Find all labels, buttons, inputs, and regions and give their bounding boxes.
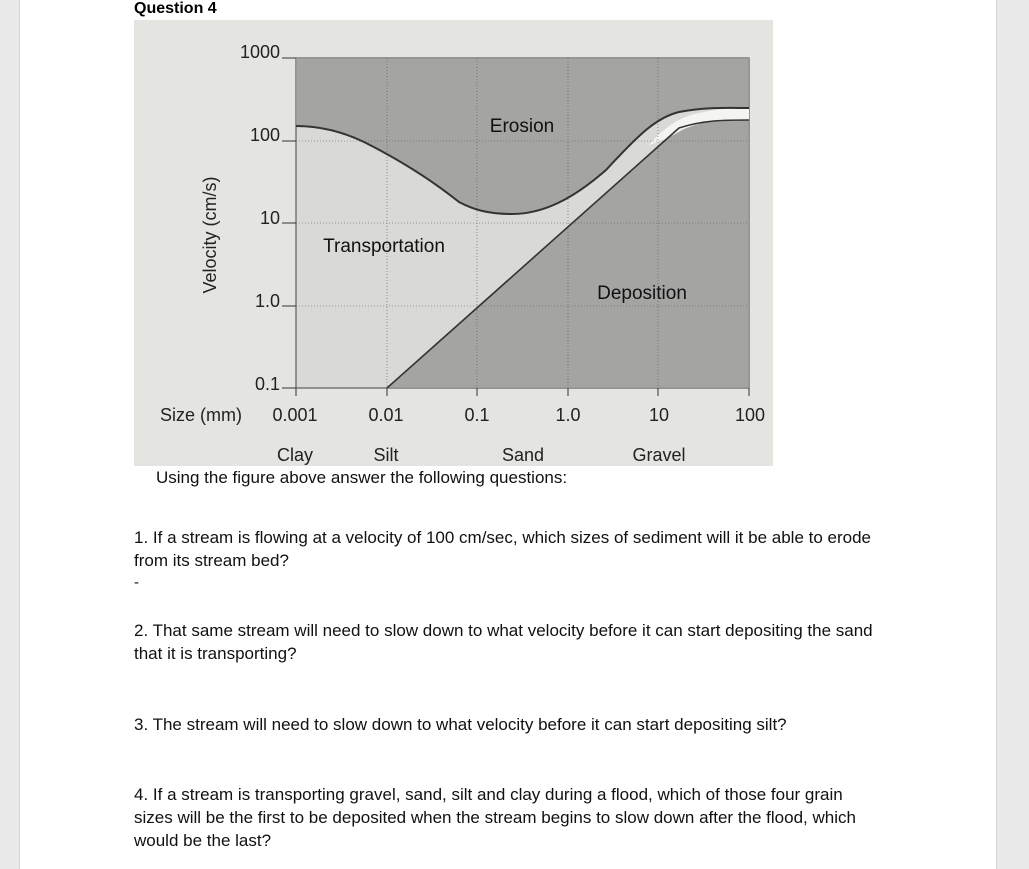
- y-tick-10: 10: [259, 208, 280, 228]
- grain-silt: Silt: [373, 445, 399, 465]
- grain-clay: Clay: [276, 445, 314, 465]
- x-tick-0-1: 0.1: [464, 405, 490, 425]
- hjulstrom-diagram: [134, 20, 773, 466]
- x-tick-0-001: 0.001: [272, 405, 318, 425]
- y-ticks: [282, 58, 296, 388]
- y-axis-label: Velocity (cm/s): [200, 176, 220, 294]
- figure-caption: Using the figure above answer the following questions:: [156, 468, 568, 487]
- question-1: 1. If a stream is flowing at a velocity of 100 cm/sec, which sizes of sediment will it be able to erode from its stream bed?: [134, 528, 872, 570]
- x-tick-10: 10: [648, 405, 670, 425]
- question-title: Question 4: [134, 0, 217, 17]
- y-tick-100: 100: [249, 125, 280, 145]
- x-axis-label: Size (mm): [160, 405, 242, 425]
- x-tick-0-01: 0.01: [368, 405, 404, 425]
- transportation-label: Transportation: [323, 236, 445, 257]
- erosion-label: Erosion: [489, 116, 555, 137]
- y-tick-0-1: 0.1: [254, 374, 280, 394]
- y-tick-1: 1.0: [254, 291, 280, 311]
- x-tick-100: 100: [734, 405, 766, 425]
- answer-placeholder: -: [134, 574, 139, 591]
- y-tick-1000: 1000: [239, 42, 280, 62]
- question-3: 3. The stream will need to slow down to what velocity before it can start depositing silt?: [134, 715, 787, 734]
- question-4: 4. If a stream is transporting gravel, sand, silt and clay during a flood, which of those four grain sizes will be the first to be deposited when the stream begins to slow down after the flood, which would be the last?: [134, 785, 856, 850]
- grain-gravel: Gravel: [632, 445, 686, 465]
- grain-sand: Sand: [501, 445, 545, 465]
- question-2: 2. That same stream will need to slow down to what velocity before it can start depositing the sand that it is transporting?: [134, 621, 873, 663]
- x-ticks: [296, 388, 749, 396]
- deposition-label: Deposition: [597, 283, 687, 304]
- erosion-deposition-figure: [134, 20, 773, 466]
- x-tick-1-0: 1.0: [555, 405, 581, 425]
